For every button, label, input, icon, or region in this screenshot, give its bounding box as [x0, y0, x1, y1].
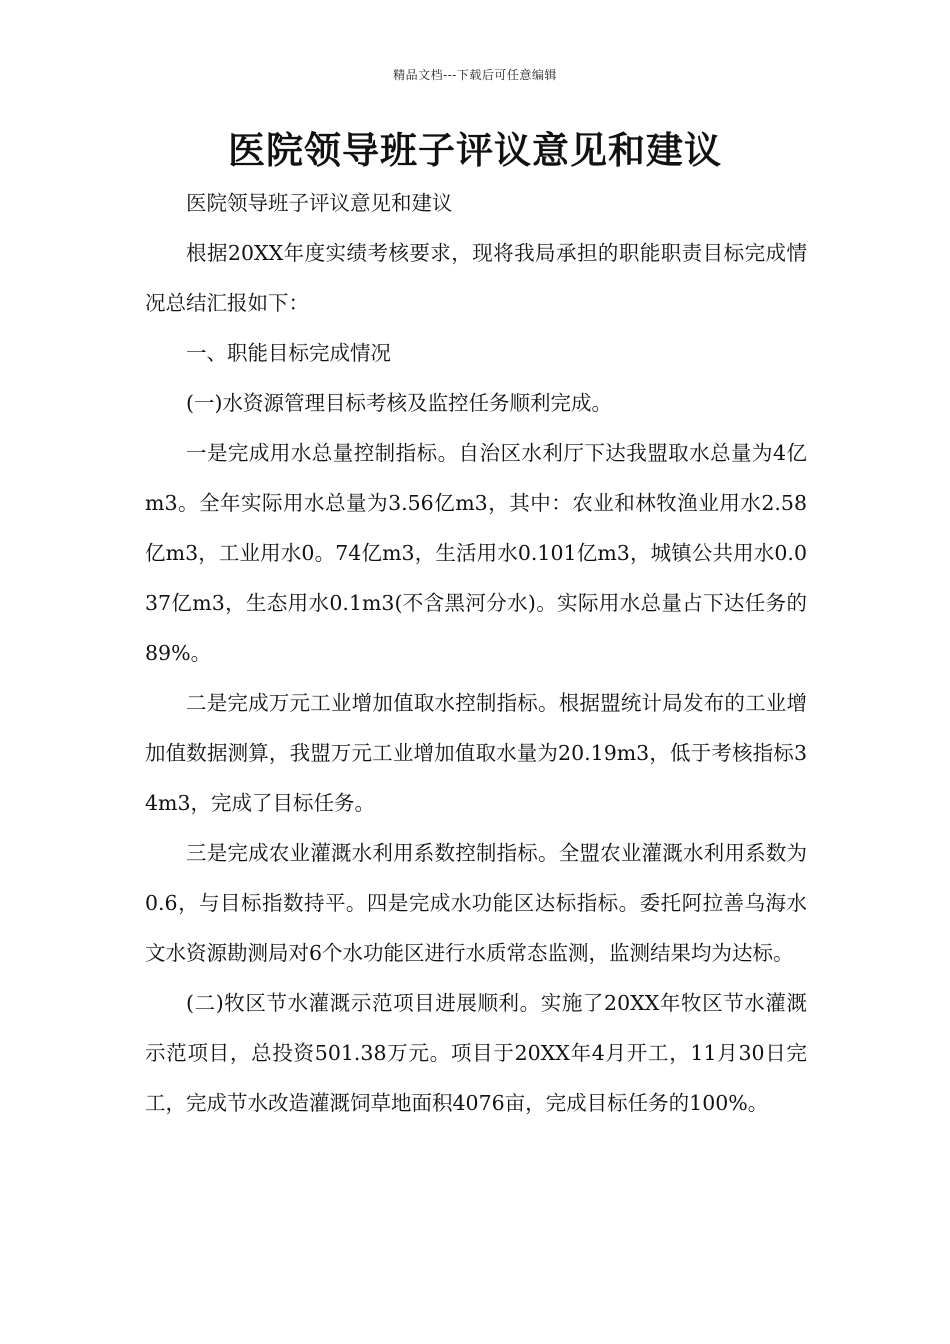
paragraph-industrial-water: 二是完成万元工业增加值取水控制指标。根据盟统计局发布的工业增加值数据测算，我盟万元工业增加值取水量为20.19m3，低于考核指标34m3，完成了目标任务。 [145, 691, 807, 815]
paragraph-pasture-project: (二)牧区节水灌溉示范项目进展顺利。实施了20XX年牧区节水灌溉示范项目，总投资501.38万元。项目于20XX年4月开工，11月30日完工，完成节水改造灌溉饲草地面积4076亩，完成目标任务的100%。 [145, 991, 807, 1115]
section-heading: 一、职能目标完成情况 [186, 341, 391, 365]
paragraph-intro: 根据20XX年度实绩考核要求，现将我局承担的职能职责目标完成情况总结汇报如下： [145, 241, 807, 315]
paragraph-irrigation: 三是完成农业灌溉水利用系数控制指标。全盟农业灌溉水利用系数为0.6，与目标指数持平。四是完成水功能区达标指标。委托阿拉善乌海水文水资源勘测局对6个水功能区进行水质常态监测，监测结果均为达标。 [145, 841, 807, 965]
paragraph-water-total: 一是完成用水总量控制指标。自治区水利厅下达我盟取水总量为4亿m3。全年实际用水总量为3.56亿m3，其中：农业和林牧渔业用水2.58亿m3，工业用水0。74亿m3，生活用水0.101亿m3，城镇公共用水0.037亿m3，生态用水0.1m3(不含黑河分水)。实际用水总量占下达任务的89%。 [145, 441, 807, 665]
header-note: 精品文档---下载后可任意编辑 [393, 68, 557, 82]
document-title: 医院领导班子评议意见和建议 [228, 129, 722, 172]
subsection-heading: (一)水资源管理目标考核及监控任务顺利完成。 [186, 391, 612, 415]
document-body [145, 178, 807, 1128]
paragraph-subtitle: 医院领导班子评议意见和建议 [186, 191, 453, 215]
